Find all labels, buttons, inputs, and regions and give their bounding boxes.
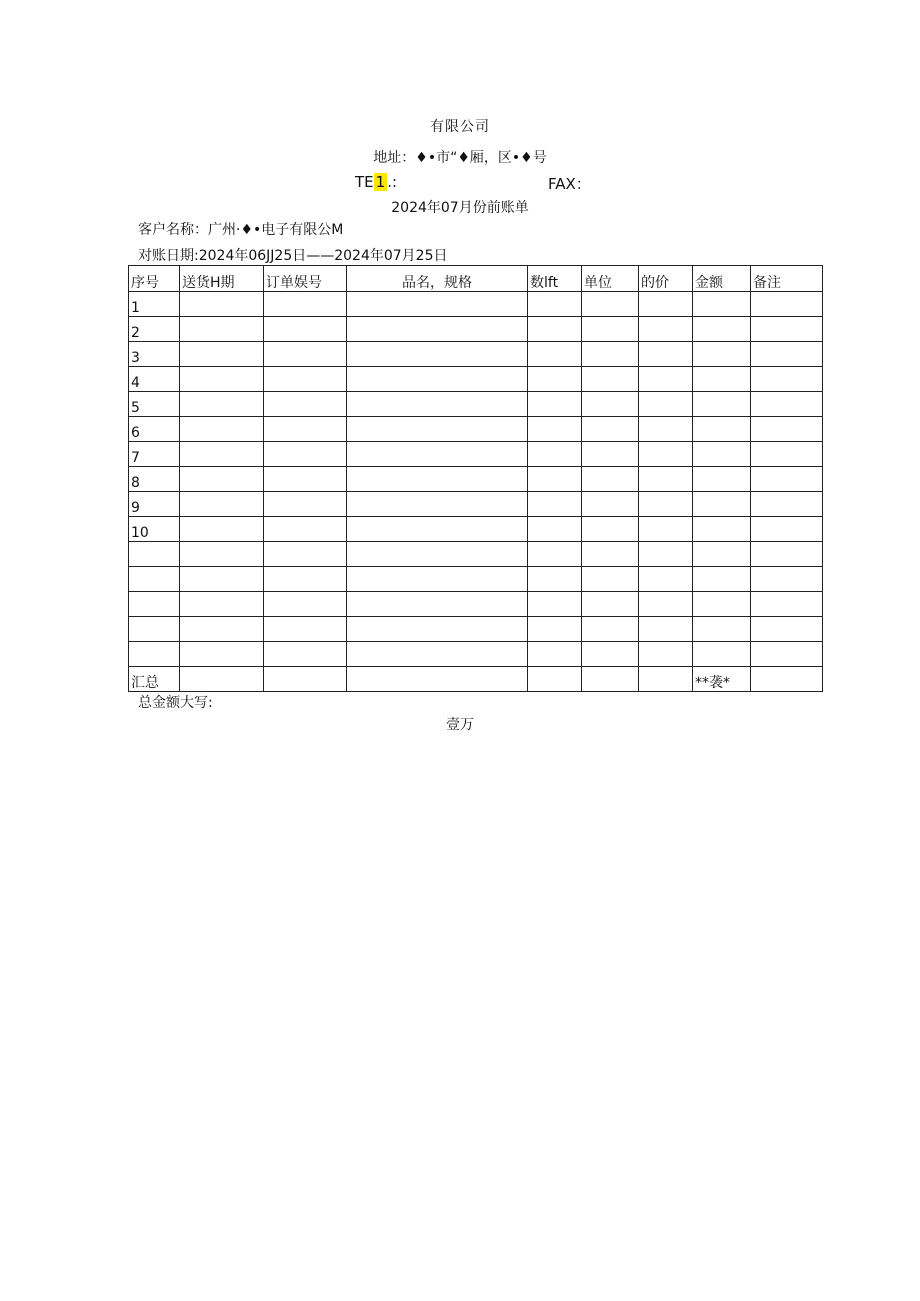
table-cell: [693, 467, 751, 492]
telephone-highlight: 1: [375, 173, 386, 191]
table-cell: [264, 342, 347, 367]
table-cell: [180, 642, 264, 667]
table-row: [129, 317, 823, 342]
table-cell: [347, 517, 528, 542]
column-header-unit: 单位: [582, 266, 639, 292]
table-cell: [528, 617, 582, 642]
table-cell: [264, 517, 347, 542]
table-cell: [528, 492, 582, 517]
table-cell: [582, 517, 639, 542]
table-cell: [639, 317, 693, 342]
table-cell: [180, 342, 264, 367]
table-cell: [528, 542, 582, 567]
table-cell: [582, 542, 639, 567]
table-cell: [693, 542, 751, 567]
table-cell: [582, 667, 639, 692]
table-cell: [693, 567, 751, 592]
table-cell: [264, 667, 347, 692]
table-row: [129, 567, 823, 592]
table-row: [129, 292, 823, 317]
table-cell: [180, 367, 264, 392]
table-cell: [751, 317, 823, 342]
table-cell: [693, 292, 751, 317]
column-header-quantity: 数lft: [528, 266, 582, 292]
table-cell: [582, 417, 639, 442]
summary-amount: **袭*: [693, 667, 751, 692]
table-row: [129, 467, 823, 492]
table-cell: [347, 542, 528, 567]
table-cell: [264, 492, 347, 517]
table-cell: [582, 442, 639, 467]
table-cell: [639, 492, 693, 517]
table-cell: [582, 292, 639, 317]
table-cell: [528, 667, 582, 692]
table-cell: [639, 542, 693, 567]
table-cell: [347, 667, 528, 692]
table-cell: [528, 592, 582, 617]
table-cell: [582, 392, 639, 417]
table-cell: [639, 392, 693, 417]
column-header-unit-price: 的价: [639, 266, 693, 292]
table-cell: [582, 492, 639, 517]
table-cell: [582, 617, 639, 642]
telephone-suffix: .:: [387, 173, 398, 191]
row-number: [129, 542, 180, 567]
table-cell: [582, 317, 639, 342]
table-cell: [751, 617, 823, 642]
table-cell: [582, 342, 639, 367]
table-cell: [264, 442, 347, 467]
table-cell: [639, 442, 693, 467]
statement-table: [128, 265, 823, 692]
telephone-label: [355, 173, 397, 191]
table-cell: [751, 517, 823, 542]
table-row: [129, 392, 823, 417]
table-cell: [347, 392, 528, 417]
table-row: [129, 367, 823, 392]
table-cell: [751, 442, 823, 467]
table-cell: [639, 642, 693, 667]
table-cell: [180, 442, 264, 467]
table-cell: [751, 567, 823, 592]
table-cell: [751, 292, 823, 317]
table-cell: [693, 317, 751, 342]
table-cell: [582, 467, 639, 492]
table-cell: [528, 417, 582, 442]
table-cell: [180, 317, 264, 342]
table-cell: [264, 292, 347, 317]
table-cell: [347, 417, 528, 442]
table-cell: [264, 392, 347, 417]
table-cell: [264, 367, 347, 392]
telephone-prefix: TE: [355, 173, 374, 191]
row-number: 1: [129, 292, 180, 317]
customer-name: 客户名称：广州·♦•电子有限公M: [138, 222, 344, 238]
table-cell: [264, 417, 347, 442]
table-cell: [180, 667, 264, 692]
statement-period: 对账日期:2024年06JJ25日——2024年07月25日: [138, 248, 448, 264]
column-header-product: 品名，规格: [347, 266, 528, 292]
table-cell: [180, 617, 264, 642]
table-cell: [180, 492, 264, 517]
table-cell: [528, 292, 582, 317]
table-cell: [180, 542, 264, 567]
table-cell: [264, 617, 347, 642]
table-row: [129, 442, 823, 467]
table-cell: [693, 617, 751, 642]
table-cell: [639, 617, 693, 642]
table-cell: [180, 292, 264, 317]
table-cell: [639, 592, 693, 617]
row-number: [129, 567, 180, 592]
table-cell: [693, 342, 751, 367]
table-cell: [347, 317, 528, 342]
table-cell: [528, 392, 582, 417]
table-cell: [639, 342, 693, 367]
table-cell: [264, 317, 347, 342]
total-amount-in-words-value: 壹万: [446, 717, 474, 733]
table-cell: [264, 642, 347, 667]
table-cell: [264, 567, 347, 592]
table-cell: [751, 492, 823, 517]
table-row: [129, 417, 823, 442]
column-header-delivery-date: 送货H期: [180, 266, 264, 292]
table-cell: [639, 667, 693, 692]
table-row: [129, 492, 823, 517]
column-header-amount: 金额: [693, 266, 751, 292]
table-cell: [582, 642, 639, 667]
table-cell: [693, 442, 751, 467]
table-cell: [180, 592, 264, 617]
table-cell: [347, 367, 528, 392]
table-row: [129, 517, 823, 542]
table-row: [129, 617, 823, 642]
table-cell: [528, 442, 582, 467]
row-number: 4: [129, 367, 180, 392]
column-header-order-no: 订单娱号: [264, 266, 347, 292]
table-cell: [347, 442, 528, 467]
table-cell: [180, 467, 264, 492]
table-cell: [751, 592, 823, 617]
table-cell: [582, 567, 639, 592]
table-cell: [751, 467, 823, 492]
row-number: 7: [129, 442, 180, 467]
row-number: [129, 592, 180, 617]
table-cell: [180, 517, 264, 542]
row-number: 6: [129, 417, 180, 442]
total-amount-in-words-label: 总金额大写:: [138, 695, 213, 711]
table-cell: [751, 392, 823, 417]
table-cell: [639, 367, 693, 392]
table-cell: [693, 592, 751, 617]
table-cell: [639, 517, 693, 542]
table-cell: [347, 292, 528, 317]
statement-title: 2024年07月份前账单: [391, 200, 529, 216]
table-cell: [264, 592, 347, 617]
table-row: [129, 542, 823, 567]
company-address: 地址：♦•市“♦厢，区•♦号: [373, 150, 547, 166]
company-name: 有限公司: [430, 119, 490, 135]
table-cell: [347, 592, 528, 617]
table-cell: [180, 392, 264, 417]
table-cell: [639, 417, 693, 442]
table-row: [129, 592, 823, 617]
summary-label: 汇总: [129, 667, 180, 692]
table-cell: [639, 292, 693, 317]
table-cell: [639, 567, 693, 592]
table-cell: [751, 667, 823, 692]
row-number: [129, 617, 180, 642]
summary-row: [129, 667, 823, 692]
table-cell: [751, 642, 823, 667]
table-cell: [347, 567, 528, 592]
row-number: 5: [129, 392, 180, 417]
column-header-remarks: 备注: [751, 266, 823, 292]
table-cell: [347, 342, 528, 367]
table-cell: [264, 542, 347, 567]
table-cell: [347, 642, 528, 667]
table-cell: [693, 492, 751, 517]
table-cell: [347, 617, 528, 642]
table-cell: [693, 417, 751, 442]
table-cell: [528, 517, 582, 542]
table-cell: [528, 642, 582, 667]
table-cell: [528, 317, 582, 342]
table-cell: [347, 492, 528, 517]
row-number: 8: [129, 467, 180, 492]
table-row: [129, 642, 823, 667]
row-number: 2: [129, 317, 180, 342]
table-cell: [751, 367, 823, 392]
table-cell: [582, 367, 639, 392]
row-number: [129, 642, 180, 667]
row-number: 3: [129, 342, 180, 367]
table-cell: [693, 367, 751, 392]
column-header-seq: 序号: [129, 266, 180, 292]
row-number: 10: [129, 517, 180, 542]
table-cell: [180, 417, 264, 442]
table-cell: [693, 517, 751, 542]
table-cell: [264, 467, 347, 492]
table-cell: [751, 542, 823, 567]
table-cell: [528, 342, 582, 367]
table-cell: [528, 467, 582, 492]
table-header-row: [129, 266, 823, 292]
table-cell: [347, 467, 528, 492]
row-number: 9: [129, 492, 180, 517]
table-cell: [582, 592, 639, 617]
table-cell: [693, 392, 751, 417]
table-row: [129, 342, 823, 367]
table-cell: [693, 642, 751, 667]
table-cell: [751, 342, 823, 367]
table-cell: [751, 417, 823, 442]
table-cell: [639, 467, 693, 492]
table-cell: [528, 567, 582, 592]
fax-label: FAX：: [548, 175, 591, 193]
table-cell: [528, 367, 582, 392]
table-cell: [180, 567, 264, 592]
